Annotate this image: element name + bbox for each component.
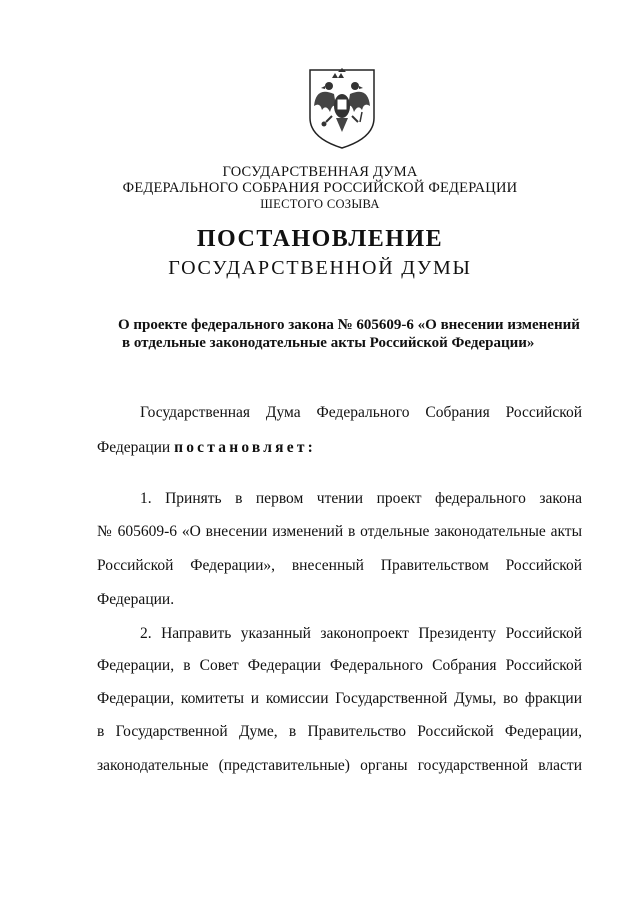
paragraph-1-line-3: Российской Федерации», внесенный Правительством Российской xyxy=(97,557,582,574)
header-duma: ГОСУДАРСТВЕННАЯ ДУМА xyxy=(222,164,418,180)
paragraph-1-line-4: Федерации. xyxy=(97,591,175,608)
document-subtitle: ГОСУДАРСТВЕННОЙ ДУМЫ xyxy=(168,257,472,279)
document-title: ПОСТАНОВЛЕНИЕ xyxy=(196,226,444,252)
intro-prefix: Федерации xyxy=(97,439,175,456)
paragraph-1-line-2: № 605609-6 «О внесении изменений в отдельные законодательные акты xyxy=(97,523,582,540)
header-federal-assembly: ФЕДЕРАЛЬНОГО СОБРАНИЯ РОССИЙСКОЙ ФЕДЕРАЦИИ xyxy=(122,180,518,196)
paragraph-2-line-4: в Государственной Думе, в Правительство Российской Федерации, xyxy=(97,723,582,740)
coat-of-arms-icon xyxy=(302,66,382,150)
paragraph-2-line-1: 2. Направить указанный законопроект Президенту Российской xyxy=(140,625,582,642)
header-convocation: ШЕСТОГО СОЗЫВА xyxy=(260,197,380,211)
subject-line-2: в отдельные законодательные акты Российской Федерации» xyxy=(122,335,535,351)
paragraph-2-line-3: Федерации, комитеты и комиссии Государственной Думы, во фракции xyxy=(97,690,582,707)
subject-line-1: О проекте федерального закона № 605609-6 «О внесении изменений xyxy=(118,317,580,333)
paragraph-1-line-1: 1. Принять в первом чтении проект федерального закона xyxy=(140,490,582,507)
intro-line-2 xyxy=(97,439,582,457)
decree-word: постановляет: xyxy=(174,439,316,456)
paragraph-2-line-2: Федерации, в Совет Федерации Федерального Собрания Российской xyxy=(97,657,582,674)
paragraph-2-line-5: законодательные (представительные) органы государственной власти xyxy=(97,757,582,774)
intro-line-1: Государственная Дума Федерального Собрания Российской xyxy=(140,404,582,421)
